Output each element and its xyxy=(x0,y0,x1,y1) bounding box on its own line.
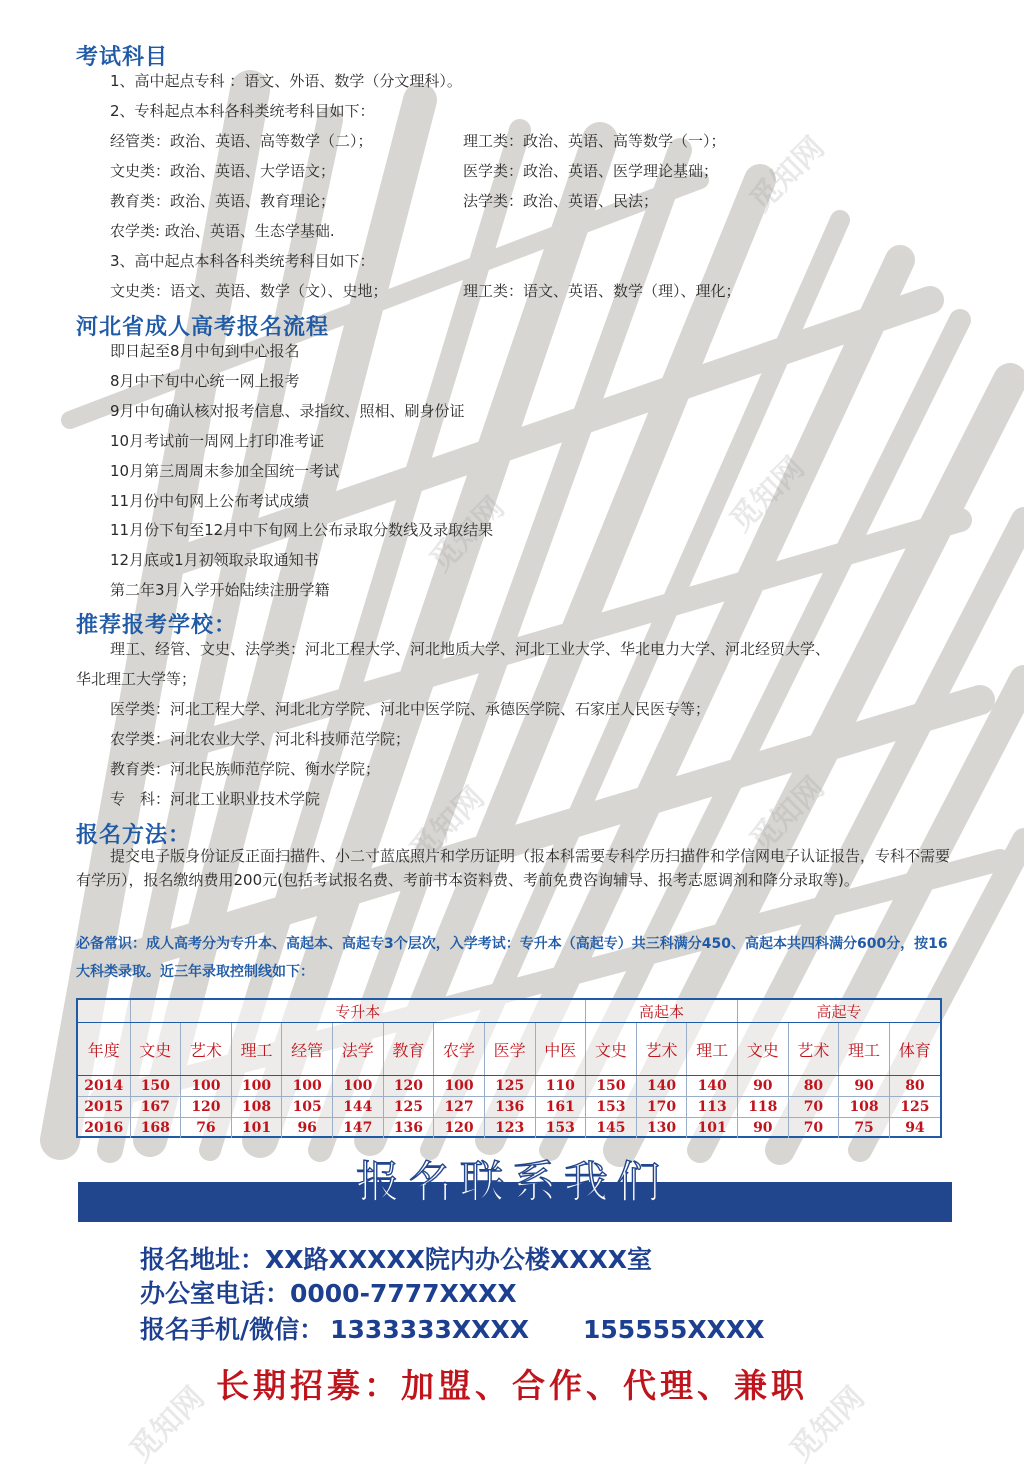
cell: 90 xyxy=(839,1076,890,1097)
cell: 90 xyxy=(738,1118,789,1139)
col-header: 医学 xyxy=(484,1023,535,1076)
table-row xyxy=(78,1118,940,1139)
cell: 75 xyxy=(839,1118,890,1139)
process-step: 11月份下旬至12月中下旬网上公布录取分数线及录取结果 xyxy=(110,521,494,539)
col-header: 理工 xyxy=(687,1023,738,1076)
schools-line-1: 理工、经管、文史、法学类：河北工程大学、河北地质大学、河北工业大学、华北电力大学、河北经贸大学、 xyxy=(110,640,831,658)
cell: 123 xyxy=(484,1118,535,1139)
col-header: 经管 xyxy=(282,1023,333,1076)
cell: 125 xyxy=(484,1076,535,1097)
process-step: 即日起至8月中旬到中心报名 xyxy=(110,342,300,360)
schools-line-4: 教育类：河北民族师范学院、衡水学院； xyxy=(110,760,381,778)
cell: 144 xyxy=(333,1097,384,1118)
schools-title: 推荐报考学校： xyxy=(76,613,238,638)
cell: 96 xyxy=(282,1118,333,1139)
subjects-line-1: 1、高中起点专科 ：语文、外语、数学（分文理科）。 xyxy=(110,72,462,90)
subjects-grid-right-2: 法学类：政治、英语、民法； xyxy=(463,192,659,210)
cell: 125 xyxy=(383,1097,434,1118)
col-header: 中医 xyxy=(535,1023,586,1076)
cell: 136 xyxy=(484,1097,535,1118)
subjects-grid-right-0: 理工类：政治、英语、高等数学（一）； xyxy=(463,132,726,150)
group-empty xyxy=(78,1000,130,1023)
cell: 70 xyxy=(788,1097,839,1118)
subjects-title: 考试科目 xyxy=(76,45,169,70)
col-header: 文史 xyxy=(586,1023,637,1076)
cell: 153 xyxy=(586,1097,637,1118)
process-step: 10月考试前一周网上打印准考证 xyxy=(110,432,325,450)
cell: 170 xyxy=(636,1097,687,1118)
table-row xyxy=(78,1097,940,1118)
cell: 167 xyxy=(130,1097,181,1118)
col-header: 艺术 xyxy=(788,1023,839,1076)
col-header: 法学 xyxy=(333,1023,384,1076)
contact-mobile-row xyxy=(140,1310,765,1346)
cell: 80 xyxy=(889,1076,940,1097)
cell: 100 xyxy=(434,1076,485,1097)
subjects-agri: 农学类: 政治、英语、生态学基础. xyxy=(110,222,335,240)
process-step: 12月底或1月初领取录取通知书 xyxy=(110,551,319,569)
score-table xyxy=(76,998,942,1138)
col-header: 农学 xyxy=(434,1023,485,1076)
watermark: 觅知网 xyxy=(403,780,492,869)
subjects-line-2: 2、专科起点本科各科类统考科目如下： xyxy=(110,102,375,120)
cell: 105 xyxy=(282,1097,333,1118)
subjects-grid-left-0: 经管类：政治、英语、高等数学（二）； xyxy=(110,132,373,150)
watermark: 觅知网 xyxy=(743,770,832,859)
cell: 100 xyxy=(231,1076,282,1097)
group-gaoqiben: 高起本 xyxy=(586,1000,738,1023)
cell: 101 xyxy=(687,1118,738,1139)
header-row xyxy=(78,1023,940,1076)
watermark: 觅知网 xyxy=(723,450,812,539)
subjects-grid-right-1: 医学类：政治、英语、医学理论基础； xyxy=(463,162,719,180)
col-header: 教育 xyxy=(383,1023,434,1076)
cell: 100 xyxy=(333,1076,384,1097)
contact-title: 报名联系我们 xyxy=(356,1157,668,1208)
method-note: 必备常识：成人高考分为专升本、高起本、高起专3个层次，入学考试：专升本（高起专）共三科满分450、高起本共四科满分600分，按16大科类录取。近三年录取控制线如下： xyxy=(76,936,948,980)
cell: 150 xyxy=(586,1076,637,1097)
process-step: 第二年3月入学开始陆续注册学籍 xyxy=(110,581,330,599)
schools-line-5: 专 科：河北工业职业技术学院 xyxy=(110,790,321,808)
process-step: 8月中下旬中心统一网上报考 xyxy=(110,372,300,390)
contact-mobile-label: 报名手机/微信： xyxy=(140,1315,325,1344)
year-header: 年度 xyxy=(78,1023,130,1076)
process-step: 9月中旬确认核对报考信息、录指纹、照相、刷身份证 xyxy=(110,402,465,420)
subjects-grid-left-1: 文史类：政治、英语、大学语文； xyxy=(110,162,336,180)
cell: 113 xyxy=(687,1097,738,1118)
cell: 147 xyxy=(333,1118,384,1139)
cell: 101 xyxy=(231,1118,282,1139)
process-title: 河北省成人高考报名流程 xyxy=(76,315,330,340)
contact-address: 报名地址：XX路XXXXX院内办公楼XXXX室 xyxy=(140,1245,653,1274)
cell: 120 xyxy=(383,1076,434,1097)
subjects-line-3-right: 理工类：语文、英语、数学（理）、理化； xyxy=(463,282,741,300)
cell: 100 xyxy=(181,1076,232,1097)
watermark: 觅知网 xyxy=(423,490,512,579)
cell: 127 xyxy=(434,1097,485,1118)
cell: 94 xyxy=(905,1120,925,1136)
cell: 145 xyxy=(586,1118,637,1139)
row-year: 2016 xyxy=(78,1118,130,1139)
schools-line-3: 农学类：河北农业大学、河北科技师范学院； xyxy=(110,730,411,748)
cell: 76 xyxy=(181,1118,232,1139)
col-header: 体育 xyxy=(889,1023,940,1076)
cell: 90 xyxy=(738,1076,789,1097)
col-header: 文史 xyxy=(130,1023,181,1076)
cell: 80 xyxy=(788,1076,839,1097)
watermark: 觅知网 xyxy=(743,130,832,219)
process-step: 11月份中旬网上公布考试成绩 xyxy=(110,492,310,510)
process-step: 10月第三周周末参加全国统一考试 xyxy=(110,462,340,480)
row-year: 2015 xyxy=(78,1097,130,1118)
contact-phone: 办公室电话：0000-7777XXXX xyxy=(140,1279,517,1308)
cell: 136 xyxy=(383,1118,434,1139)
method-title: 报名方法： xyxy=(76,823,192,848)
col-header: 艺术 xyxy=(181,1023,232,1076)
cell: 108 xyxy=(839,1097,890,1118)
table-row xyxy=(78,1076,940,1097)
cell: 108 xyxy=(231,1097,282,1118)
group-gaoqizhuan: 高起专 xyxy=(738,1000,941,1023)
col-header: 理工 xyxy=(231,1023,282,1076)
cell: 140 xyxy=(687,1076,738,1097)
contact-mobile-1: 1333333XXXX xyxy=(330,1315,530,1344)
schools-line-2: 医学类：河北工程大学、河北北方学院、河北中医学院、承德医学院、石家庄人民医专等； xyxy=(110,700,711,718)
recruit-banner: 长期招募：加盟、合作、代理、兼职 xyxy=(216,1366,808,1405)
cell: 150 xyxy=(130,1076,181,1097)
contact-mobile-2: 155555XXXX xyxy=(583,1315,765,1344)
col-header: 艺术 xyxy=(636,1023,687,1076)
group-row xyxy=(78,1000,940,1023)
cell: 153 xyxy=(535,1118,586,1139)
row-year: 2014 xyxy=(78,1076,130,1097)
cell: 100 xyxy=(282,1076,333,1097)
cell: 140 xyxy=(636,1076,687,1097)
cell: 161 xyxy=(535,1097,586,1118)
cell: 130 xyxy=(636,1118,687,1139)
cell: 118 xyxy=(738,1097,789,1118)
cell: 70 xyxy=(788,1118,839,1139)
col-header: 理工 xyxy=(839,1023,890,1076)
cell: 120 xyxy=(434,1118,485,1139)
cell: 168 xyxy=(130,1118,181,1139)
watermark: 觅知网 xyxy=(123,1380,212,1469)
cell: 110 xyxy=(535,1076,586,1097)
cell: 120 xyxy=(181,1097,232,1118)
schools-line-1b: 华北理工大学等； xyxy=(76,670,197,688)
cell: 125 xyxy=(889,1097,940,1118)
method-text: 提交电子版身份证反正面扫描件、小二寸蓝底照片和学历证明（报本科需要专科学历扫描件和学信网电子认证报告，专科不需要有学历），报名缴纳费用200元(包括考试报名费、考前书本资料费、考前免费咨询辅导、报考志愿调剂和降分录取等)。 xyxy=(76,847,951,889)
watermark: 觅知网 xyxy=(783,1380,872,1469)
subjects-line-3: 3、高中起点本科各科类统考科目如下： xyxy=(110,252,375,270)
subjects-line-3-left: 文史类：语文、英语、数学（文）、史地； xyxy=(110,282,388,300)
subjects-grid-left-2: 教育类：政治、英语、教育理论； xyxy=(110,192,336,210)
col-header: 文史 xyxy=(738,1023,789,1076)
group-zhuanshengben: 专升本 xyxy=(130,1000,586,1023)
